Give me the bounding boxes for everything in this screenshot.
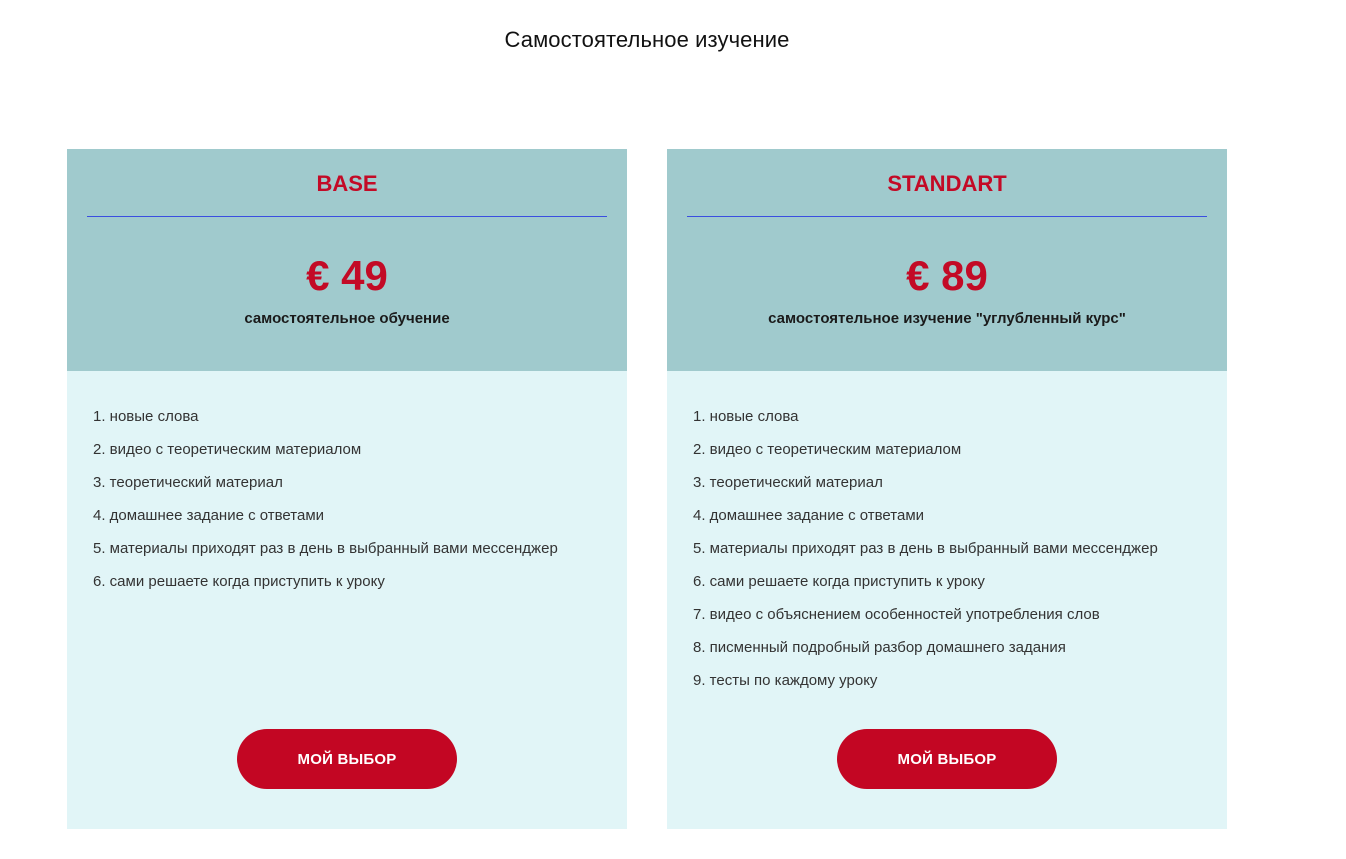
- feature-item: 7. видео с объяснением особенностей употребления слов: [693, 606, 1100, 623]
- plan-price: € 49: [306, 252, 388, 299]
- choose-plan-button-base[interactable]: МОЙ ВЫБОР: [237, 729, 457, 789]
- feature-item: 3. теоретический материал: [93, 474, 283, 491]
- feature-item: 4. домашнее задание с ответами: [693, 507, 925, 524]
- plan-divider: [87, 216, 607, 217]
- plan-name: STANDART: [887, 171, 1007, 196]
- feature-item: 6. сами решаете когда приступить к уроку: [693, 573, 985, 590]
- plan-name: BASE: [316, 171, 378, 196]
- plan-description: самостоятельное обучение: [244, 310, 450, 327]
- plan-divider: [687, 216, 1207, 217]
- feature-item: 8. писменный подробный разбор домашнего задания: [693, 639, 1066, 656]
- feature-item: 3. теоретический материал: [693, 474, 883, 491]
- plan-price: € 89: [906, 252, 988, 299]
- plan-card-header: [667, 149, 1227, 371]
- feature-item: 6. сами решаете когда приступить к уроку: [93, 573, 385, 590]
- feature-item: 1. новые слова: [93, 408, 199, 425]
- plan-card-base: [67, 149, 627, 829]
- plan-feature-list: [93, 407, 613, 605]
- feature-item: 2. видео с теоретическим материалом: [93, 441, 362, 458]
- plan-card-header: [67, 149, 627, 371]
- feature-item: 4. домашнее задание с ответами: [93, 507, 325, 524]
- feature-item: 1. новые слова: [693, 408, 799, 425]
- feature-item: 2. видео с теоретическим материалом: [693, 441, 962, 458]
- feature-item: 5. материалы приходят раз в день в выбранный вами мессенджер: [93, 540, 558, 557]
- page-title: Самостоятельное изучение: [504, 27, 790, 52]
- feature-item: 9. тесты по каждому уроку: [693, 672, 878, 689]
- plan-card-standart: [667, 149, 1227, 829]
- plan-feature-list: [693, 407, 1213, 704]
- choose-plan-button-standart[interactable]: МОЙ ВЫБОР: [837, 729, 1057, 789]
- plan-description: самостоятельное изучение "углубленный курс": [768, 310, 1126, 327]
- feature-item: 5. материалы приходят раз в день в выбранный вами мессенджер: [693, 540, 1158, 557]
